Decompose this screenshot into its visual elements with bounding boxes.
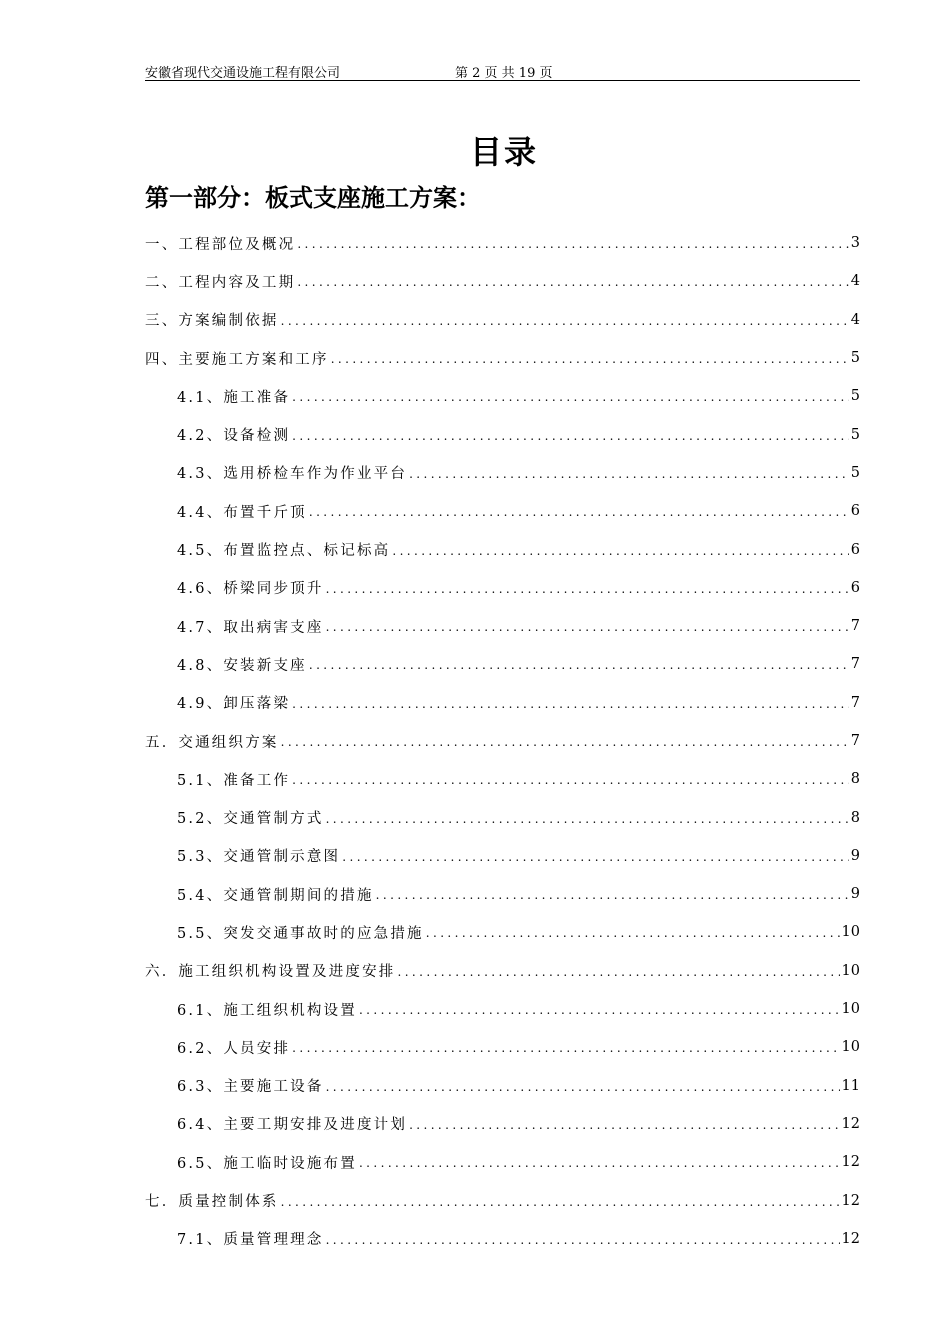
header-page-info: 第 2 页 共 19 页: [455, 66, 553, 81]
toc-entry[interactable]: [145, 1105, 860, 1143]
toc-entry[interactable]: [145, 684, 860, 722]
toc-entry[interactable]: [145, 798, 860, 836]
toc-entry-page-number: 10: [841, 924, 860, 941]
toc-dot-leader: [326, 617, 849, 635]
toc-entry-label: 4.4、布置千斤顶: [177, 504, 307, 521]
toc-dot-leader: [281, 311, 849, 329]
toc-entry-page-number: 5: [850, 464, 860, 481]
toc-entry-label: 4.2、设备检测: [177, 428, 291, 445]
page-header: [145, 60, 860, 81]
toc-dot-leader: [309, 655, 849, 673]
toc-entry[interactable]: [145, 262, 860, 300]
toc-entry[interactable]: [145, 722, 860, 760]
toc-entry-page-number: 6: [850, 541, 860, 558]
toc-dot-leader: [331, 349, 849, 367]
toc-entry-page-number: 10: [841, 1001, 860, 1018]
toc-dot-leader: [426, 923, 840, 941]
toc-dot-leader: [281, 1192, 840, 1210]
toc-entry-page-number: 6: [850, 503, 860, 520]
toc-entry-page-number: 12: [841, 1154, 860, 1171]
toc-entry[interactable]: [145, 1220, 860, 1258]
toc-dot-leader: [392, 541, 848, 559]
toc-entry-label: 6.3、主要施工设备: [177, 1079, 324, 1096]
toc-entry[interactable]: [145, 1181, 860, 1219]
toc-entry-page-number: 10: [841, 1039, 860, 1056]
toc-dot-leader: [292, 1038, 839, 1056]
toc-entry-label: 6.5、施工临时设施布置: [177, 1155, 357, 1172]
toc-entry[interactable]: [145, 990, 860, 1028]
toc-entry-label: 6.1、施工组织机构设置: [177, 1002, 357, 1019]
toc-dot-leader: [359, 1153, 840, 1171]
toc-entry-page-number: 5: [850, 426, 860, 443]
toc-entry[interactable]: [145, 569, 860, 607]
toc-entry-page-number: 7: [850, 694, 860, 711]
toc-dot-leader: [342, 847, 849, 865]
toc-entry[interactable]: [145, 952, 860, 990]
toc-dot-leader: [297, 234, 848, 252]
toc-entry-page-number: 8: [850, 771, 860, 788]
toc-dot-leader: [409, 1115, 839, 1133]
toc-entry[interactable]: [145, 377, 860, 415]
toc-entry-page-number: 12: [841, 1115, 860, 1132]
toc-entry[interactable]: [145, 492, 860, 530]
toc-entry[interactable]: [145, 875, 860, 913]
toc-entry-page-number: 4: [850, 311, 860, 328]
toc-entry-label: 5.5、突发交通事故时的应急措施: [177, 925, 424, 942]
toc-dot-leader: [398, 962, 840, 980]
toc-entry-label: 6.2、人员安排: [177, 1040, 291, 1057]
toc-entry[interactable]: [145, 607, 860, 645]
toc-dot-leader: [326, 809, 849, 827]
toc-entry[interactable]: [145, 913, 860, 951]
toc-entry-page-number: 7: [850, 656, 860, 673]
toc-entry-label: 二、工程内容及工期: [145, 274, 296, 291]
toc-entry-page-number: 9: [850, 847, 860, 864]
toc-dot-leader: [359, 1000, 840, 1018]
toc-entry[interactable]: [145, 1067, 860, 1105]
toc-entry-label: 5.3、交通管制示意图: [177, 849, 341, 866]
toc-entry-page-number: 7: [850, 733, 860, 749]
toc-dot-leader: [409, 464, 849, 482]
toc-dot-leader: [281, 732, 849, 750]
toc-entry-label: 4.3、选用桥检车作为作业平台: [177, 466, 408, 483]
toc-entry-label: 六．施工组织机构设置及进度安排: [145, 964, 396, 981]
toc-entry-label: 三、方案编制依据: [145, 313, 279, 330]
toc-dot-leader: [292, 387, 849, 405]
toc-entry[interactable]: [145, 645, 860, 683]
toc-entry-page-number: 9: [850, 886, 860, 903]
toc-entry[interactable]: [145, 1028, 860, 1066]
toc-dot-leader: [376, 885, 849, 903]
toc-entry[interactable]: [145, 454, 860, 492]
toc-dot-leader: [292, 694, 849, 712]
toc-entry-label: 四、主要施工方案和工序: [145, 351, 329, 368]
part-heading: 第一部分：板式支座施工方案：: [145, 183, 481, 212]
toc-entry[interactable]: [145, 760, 860, 798]
toc-entry[interactable]: [145, 837, 860, 875]
toc-dot-leader: [309, 502, 849, 520]
toc-entry-label: 五．交通组织方案: [145, 734, 279, 751]
toc-entry[interactable]: [145, 1143, 860, 1181]
toc-entry-page-number: 12: [841, 1230, 860, 1247]
toc-entry-label: 4.8、安装新支座: [177, 657, 307, 674]
toc-entry-label: 4.5、布置监控点、标记标高: [177, 543, 391, 560]
toc-dot-leader: [292, 426, 849, 444]
toc-dot-leader: [297, 272, 848, 290]
toc-entry-page-number: 5: [850, 350, 860, 367]
toc-dot-leader: [326, 1230, 840, 1248]
toc-entry-page-number: 4: [850, 273, 860, 290]
toc-entry-label: 4.9、卸压落梁: [177, 696, 291, 713]
table-of-contents: [145, 224, 860, 1258]
toc-entry-page-number: 10: [841, 962, 860, 979]
toc-entry-label: 4.7、取出病害支座: [177, 619, 324, 636]
toc-entry-page-number: 11: [841, 1077, 860, 1094]
header-company: 安徽省现代交通设施工程有限公司: [145, 66, 341, 81]
toc-dot-leader: [292, 770, 849, 788]
toc-entry-label: 一、工程部位及概况: [145, 236, 296, 253]
toc-title: 目录: [469, 133, 538, 171]
toc-entry[interactable]: [145, 301, 860, 339]
toc-entry-page-number: 8: [850, 809, 860, 826]
toc-entry-page-number: 5: [850, 388, 860, 405]
toc-entry[interactable]: [145, 339, 860, 377]
toc-entry-label: 5.4、交通管制期间的措施: [177, 887, 374, 904]
toc-entry-label: 7.1、质量管理理念: [177, 1232, 324, 1249]
toc-entry-label: 七．质量控制体系: [145, 1194, 279, 1211]
toc-entry[interactable]: [145, 530, 860, 568]
toc-dot-leader: [326, 579, 849, 597]
toc-entry[interactable]: [145, 224, 860, 262]
toc-entry-label: 5.2、交通管制方式: [177, 811, 324, 828]
toc-entry-label: 4.1、施工准备: [177, 389, 291, 406]
toc-entry-label: 5.1、准备工作: [177, 772, 291, 789]
toc-entry-page-number: 3: [850, 235, 860, 252]
toc-entry-page-number: 7: [850, 618, 860, 635]
toc-dot-leader: [326, 1077, 840, 1095]
toc-entry-label: 6.4、主要工期安排及进度计划: [177, 1117, 408, 1134]
toc-entry[interactable]: [145, 415, 860, 453]
toc-entry-page-number: 6: [850, 579, 860, 596]
toc-entry-label: 4.6、桥梁同步顶升: [177, 581, 324, 598]
toc-entry-page-number: 12: [841, 1192, 860, 1209]
